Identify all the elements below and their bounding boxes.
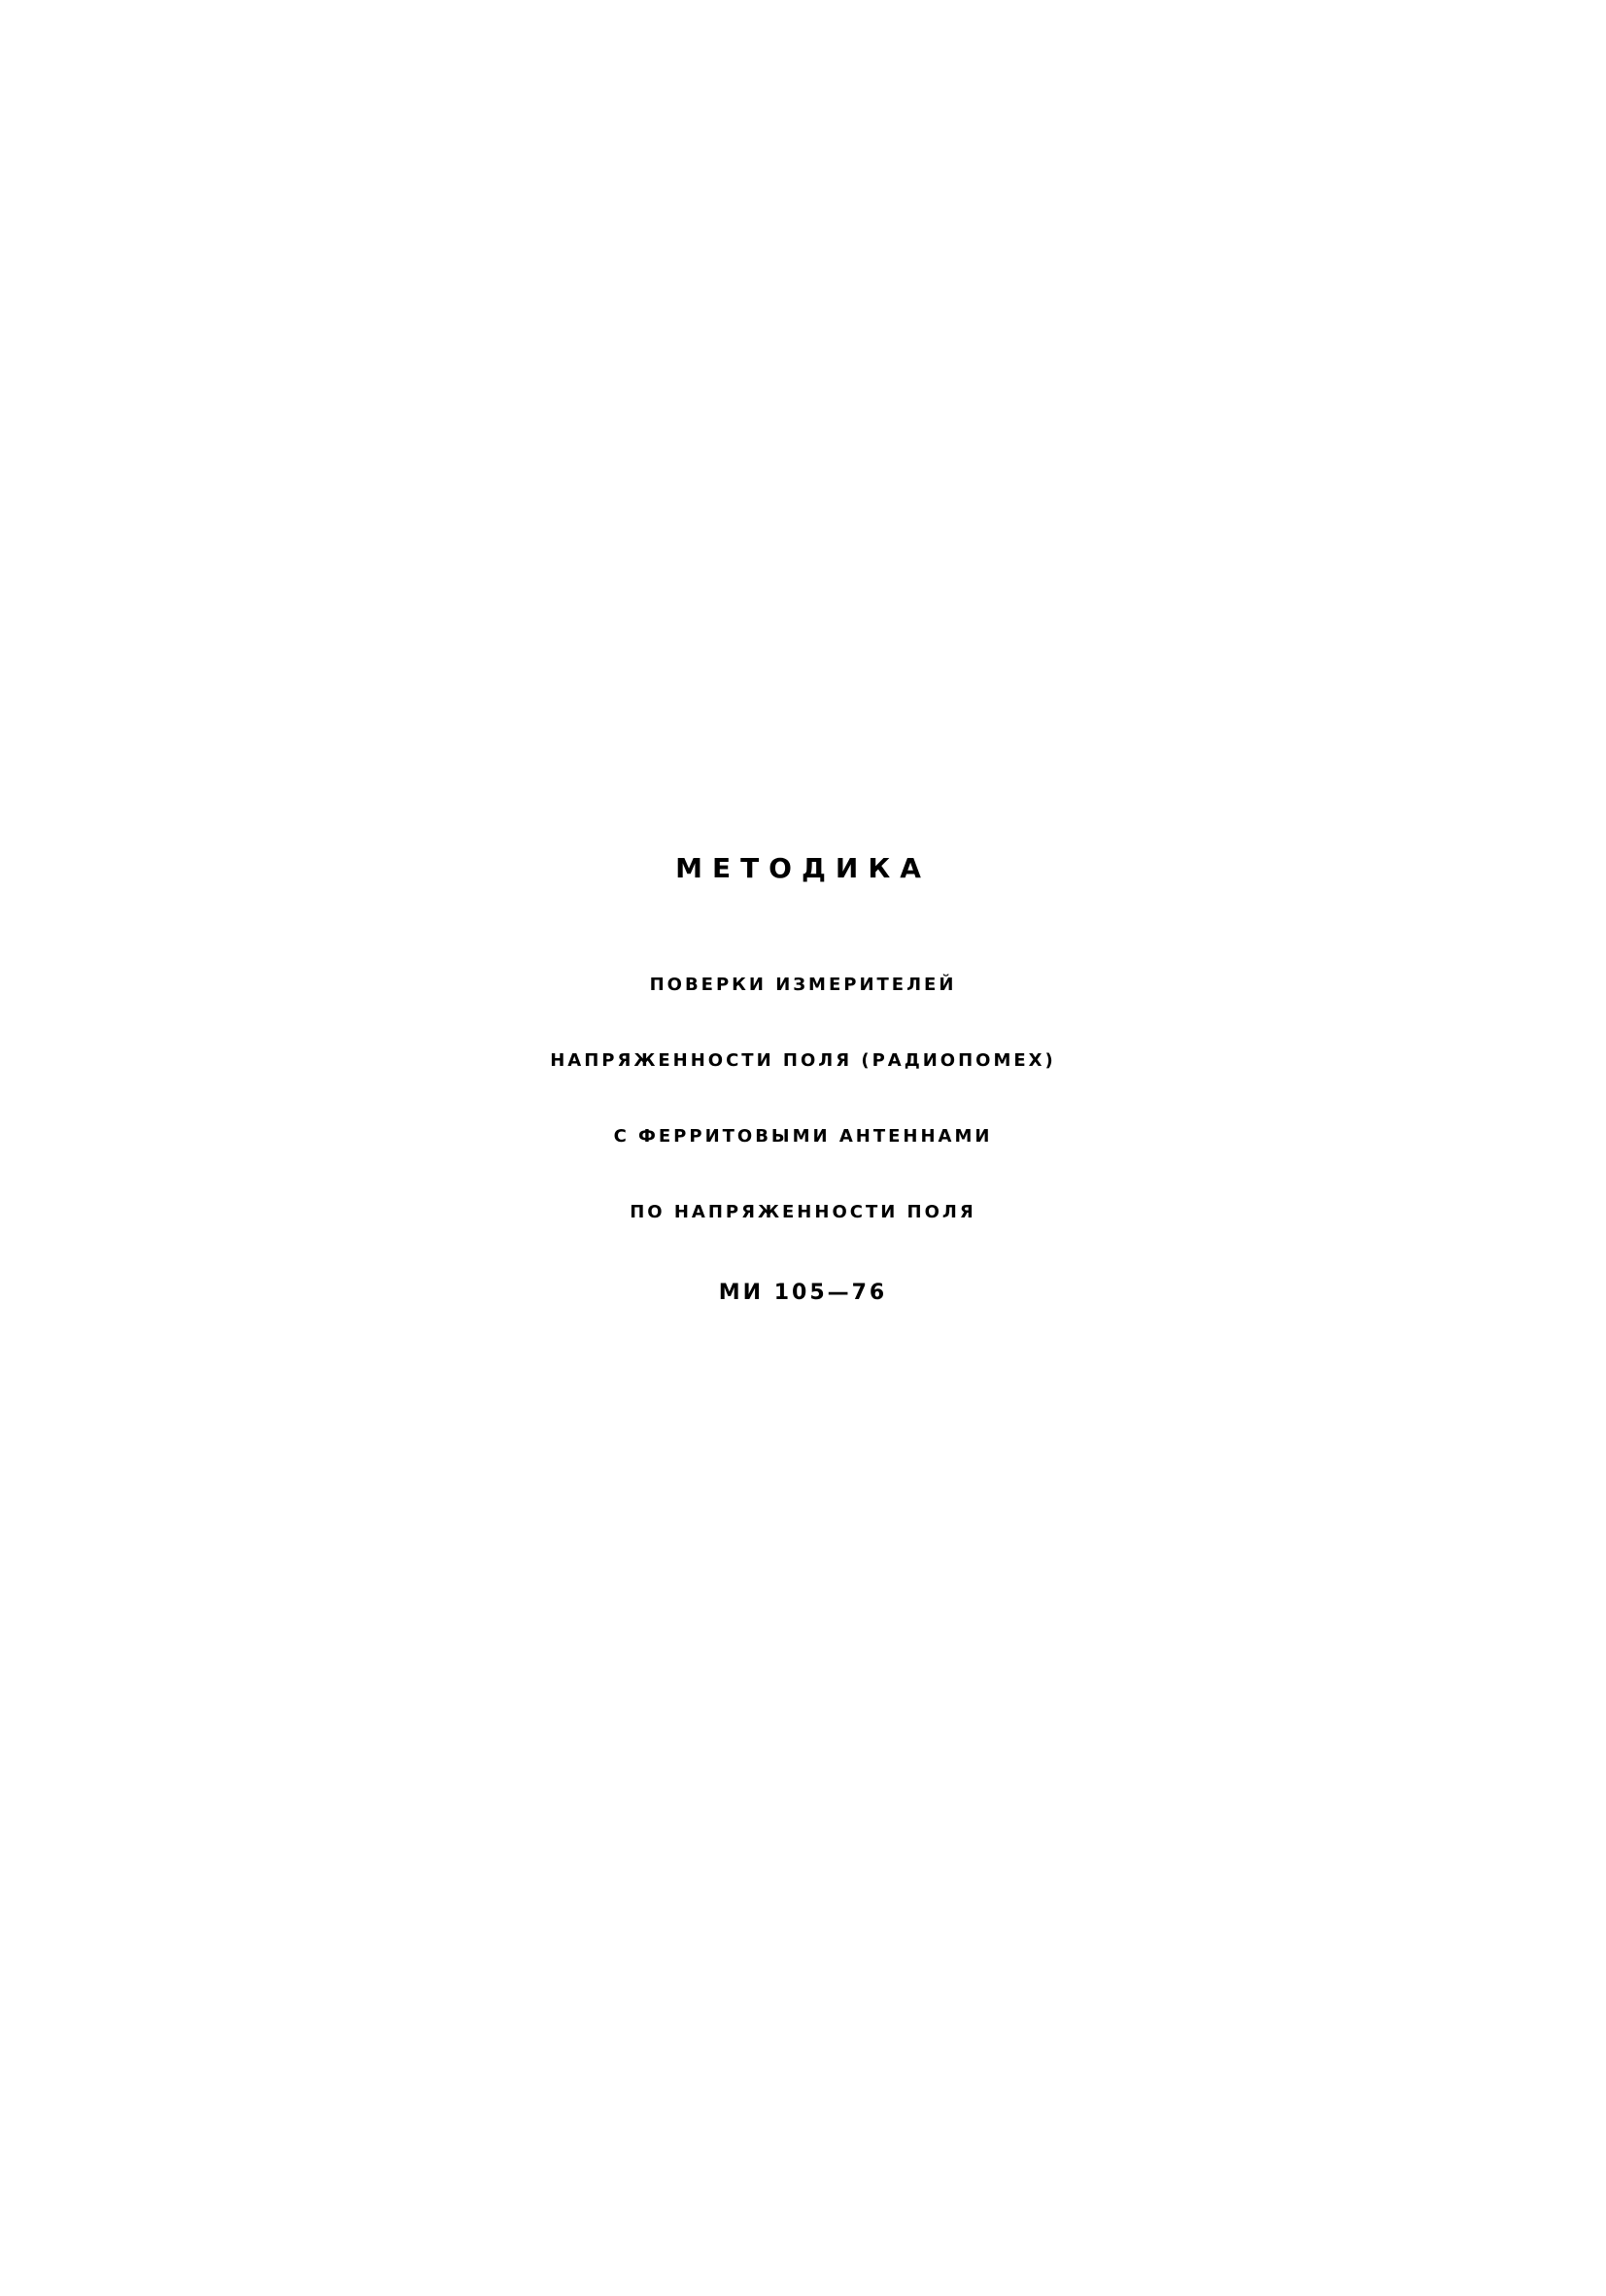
subtitle-line-1: ПОВЕРКИ ИЗМЕРИТЕЛЕЙ: [649, 975, 957, 995]
subtitle-line-4: ПО НАПРЯЖЕННОСТИ ПОЛЯ: [630, 1202, 976, 1222]
document-code: МИ 105—76: [718, 1281, 888, 1305]
subtitle-line-3: С ФЕРРИТОВЫМИ АНТЕННАМИ: [613, 1126, 993, 1147]
document-title: МЕТОДИКА: [675, 852, 931, 884]
subtitle-line-2: НАПРЯЖЕННОСТИ ПОЛЯ (РАДИОПОМЕХ): [550, 1050, 1056, 1071]
